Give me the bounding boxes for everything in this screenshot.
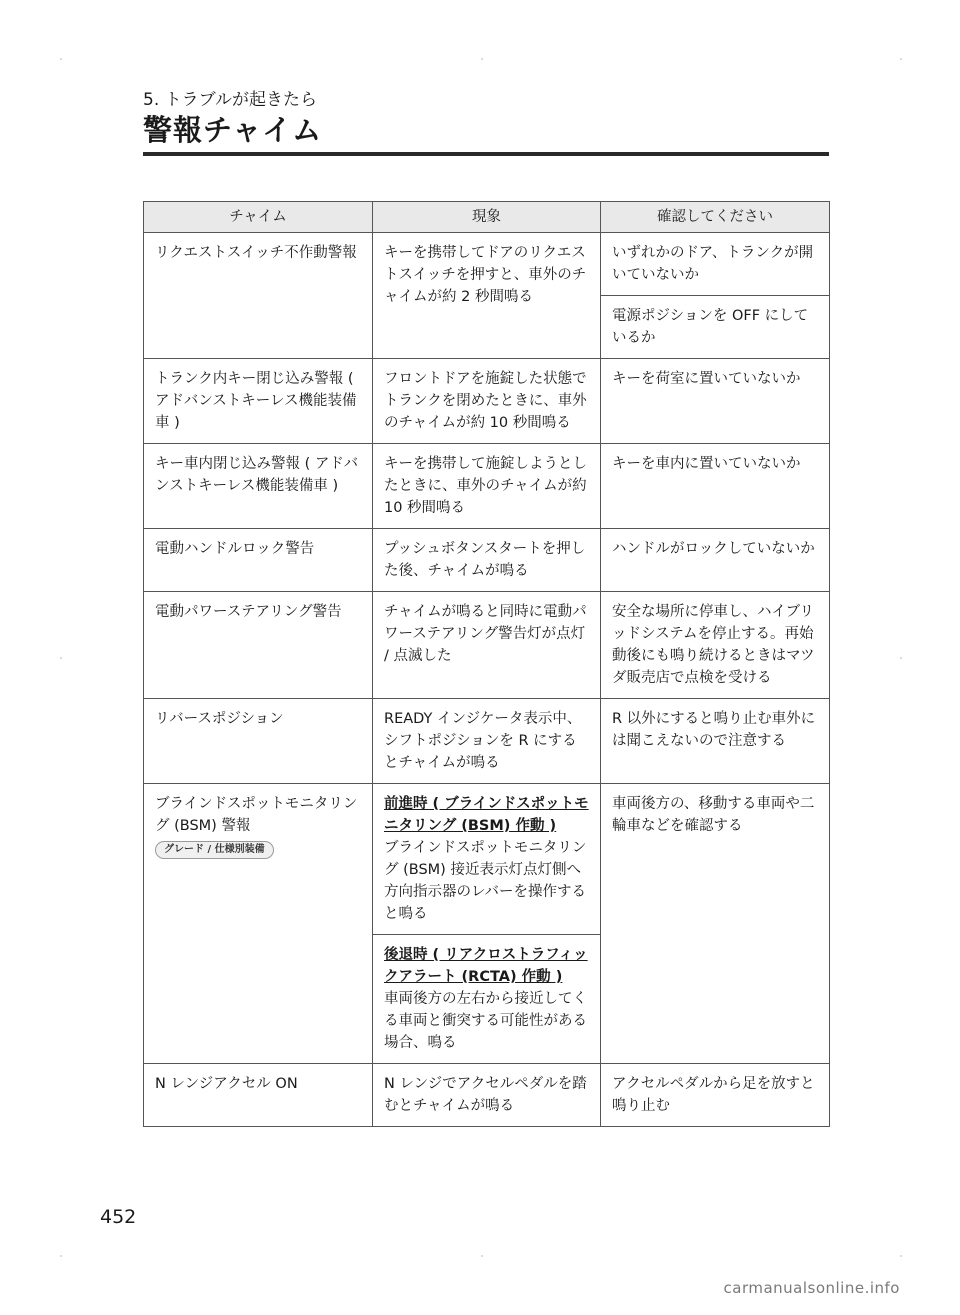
table-row [144, 1064, 830, 1127]
phenomenon-cell: READY インジケータ表示中、シフトポジションを R にするとチャイムが鳴る [373, 699, 601, 784]
chapter-label: 5. トラブルが起きたら [143, 90, 317, 110]
check-cell: 車両後方の、移動する車両や二輪車などを確認する [601, 784, 830, 1064]
check-cell: キーを荷室に置いていないか [601, 359, 830, 444]
registration-dot [900, 1255, 902, 1257]
phenomenon-cell [373, 784, 601, 935]
phenomenon-cell: プッシュボタンスタートを押した後、チャイムが鳴る [373, 529, 601, 592]
table-row [144, 592, 830, 699]
chime-cell: トランク内キー閉じ込み警報 ( アドバンストキーレス機能装備車 ) [144, 359, 373, 444]
column-header-chime: チャイム [144, 202, 373, 233]
table-row [144, 444, 830, 529]
phenomenon-text: ブラインドスポットモニタリング (BSM) 接近表示灯点灯側へ方向指示器のレバーを操作すると鳴る [384, 840, 587, 922]
grade-badge: グレード / 仕様別装備 [155, 841, 274, 859]
page-title: 警報チャイム [143, 113, 323, 147]
check-cell: 電源ポジションを OFF にしているか [601, 296, 830, 359]
registration-dot [900, 58, 902, 60]
watermark: carmanualsonline.info [723, 1279, 900, 1297]
table-row [144, 359, 830, 444]
registration-dot [60, 1255, 62, 1257]
phenomenon-text: 車両後方の左右から接近してくる車両と衝突する可能性がある場合、鳴る [384, 991, 587, 1051]
column-header-phenomenon: 現象 [373, 202, 601, 233]
chime-table [143, 201, 830, 1127]
chime-cell: キー車内閉じ込み警報 ( アドバンストキーレス機能装備車 ) [144, 444, 373, 529]
phenomenon-cell: フロントドアを施錠した状態でトランクを閉めたときに、車外のチャイムが約 10 秒間鳴る [373, 359, 601, 444]
chime-cell: N レンジアクセル ON [144, 1064, 373, 1127]
check-cell: ハンドルがロックしていないか [601, 529, 830, 592]
chime-cell [144, 784, 373, 1064]
phenomenon-heading: 後退時 ( リアクロストラフィックアラート (RCTA) 作動 ) [384, 947, 588, 985]
table-header-row [144, 202, 830, 233]
phenomenon-cell: チャイムが鳴ると同時に電動パワーステアリング警告灯が点灯 / 点滅した [373, 592, 601, 699]
chime-cell: 電動パワーステアリング警告 [144, 592, 373, 699]
phenomenon-cell: キーを携帯して施錠しようとしたときに、車外のチャイムが約 10 秒間鳴る [373, 444, 601, 529]
column-header-check: 確認してください [601, 202, 830, 233]
check-cell: R 以外にすると鳴り止む車外には聞こえないので注意する [601, 699, 830, 784]
registration-dot [481, 1255, 483, 1257]
title-rule [143, 152, 829, 156]
table-row [144, 784, 830, 935]
check-cell: アクセルペダルから足を放すと鳴り止む [601, 1064, 830, 1127]
registration-dot [60, 657, 62, 659]
table-row [144, 699, 830, 784]
chime-cell: リクエストスイッチ不作動警報 [144, 233, 373, 359]
chime-cell: リバースポジション [144, 699, 373, 784]
phenomenon-heading: 前進時 ( ブラインドスポットモニタリング (BSM) 作動 ) [384, 796, 589, 834]
phenomenon-cell [373, 935, 601, 1064]
table-row [144, 233, 830, 296]
check-cell: 安全な場所に停車し、ハイブリッドシステムを停止する。再始動後にも鳴り続けるときはマツダ販売店で点検を受ける [601, 592, 830, 699]
page-number: 452 [100, 1206, 137, 1228]
phenomenon-cell: キーを携帯してドアのリクエストスイッチを押すと、車外のチャイムが約 2 秒間鳴る [373, 233, 601, 359]
check-cell: いずれかのドア、トランクが開いていないか [601, 233, 830, 296]
check-cell: キーを車内に置いていないか [601, 444, 830, 529]
chime-cell-text: ブラインドスポットモニタリング (BSM) 警報 [155, 796, 358, 834]
registration-dot [60, 58, 62, 60]
registration-dot [900, 657, 902, 659]
registration-dot [481, 58, 483, 60]
chime-cell: 電動ハンドルロック警告 [144, 529, 373, 592]
phenomenon-cell: N レンジでアクセルペダルを踏むとチャイムが鳴る [373, 1064, 601, 1127]
table-row [144, 529, 830, 592]
